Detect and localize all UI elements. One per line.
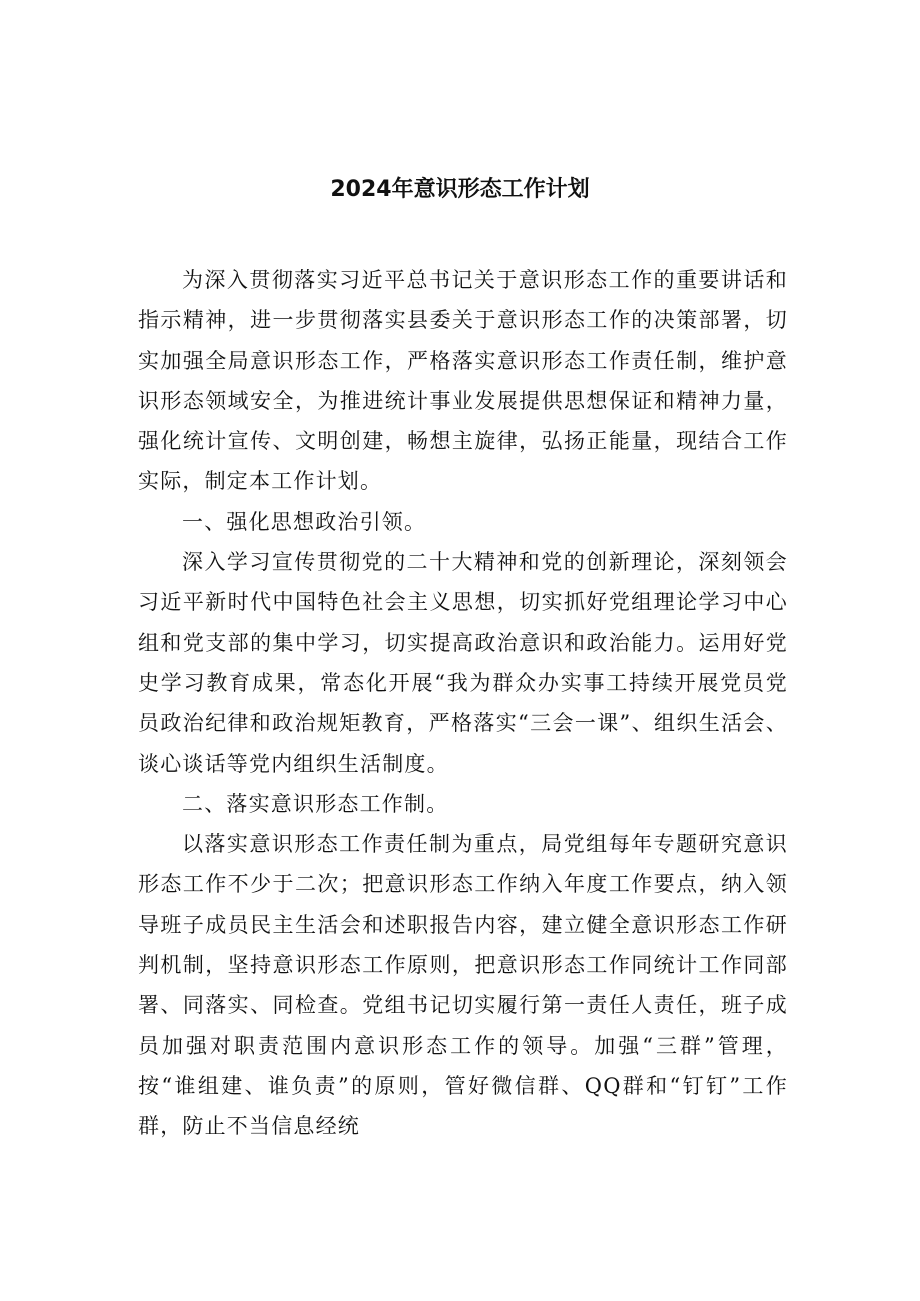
intro-paragraph: 为深入贯彻落实习近平总书记关于意识形态工作的重要讲话和指示精神，进一步贯彻落实县委关于意识形态工作的决策部署，切实加强全局意识形态工作，严格落实意识形态工作责任制，维护意识形态领域安全，为推进统计事业发展提供思想保证和精神力量，强化统计宣传、文明创建，畅想主旋律，弘扬正能量，现结合工作实际，制定本工作计划。 — [138, 268, 788, 494]
section-1-paragraph: 深入学习宣传贯彻党的二十大精神和党的创新理论，深刻领会习近平新时代中国特色社会主义思想，切实抓好党组理论学习中心组和党支部的集中学习，切实提高政治意识和政治能力。运用好党史学习教育成果，常态化开展“我为群众办实事工持续开展党员党员政治纪律和政治规矩教育，严格落实“三会一课”、组织生活会、谈心谈话等党内组织生活制度。 — [138, 550, 788, 776]
section-1-heading: 一、强化思想政治引领。 — [182, 509, 427, 534]
section-2-heading: 二、落实意识形态工作制。 — [182, 791, 449, 816]
section-2-paragraph: 以落实意识形态工作责任制为重点，局党组每年专题研究意识形态工作不少于二次；把意识形态工作纳入年度工作要点，纳入领导班子成员民主生活会和述职报告内容，建立健全意识形态工作研判机制，坚持意识形态工作原则，把意识形态工作同统计工作同部署、同落实、同检查。党组书记切实履行第一责任人责任，班子成员加强对职责范围内意识形态工作的领导。加强“三群”管理，按“谁组建、谁负责”的原则，管好微信群、QQ群和“钉钉”工作群，防止不当信息经统 — [138, 832, 788, 1139]
document-body — [138, 260, 788, 1147]
document-title: 2024年意识形态工作计划 — [330, 177, 590, 202]
